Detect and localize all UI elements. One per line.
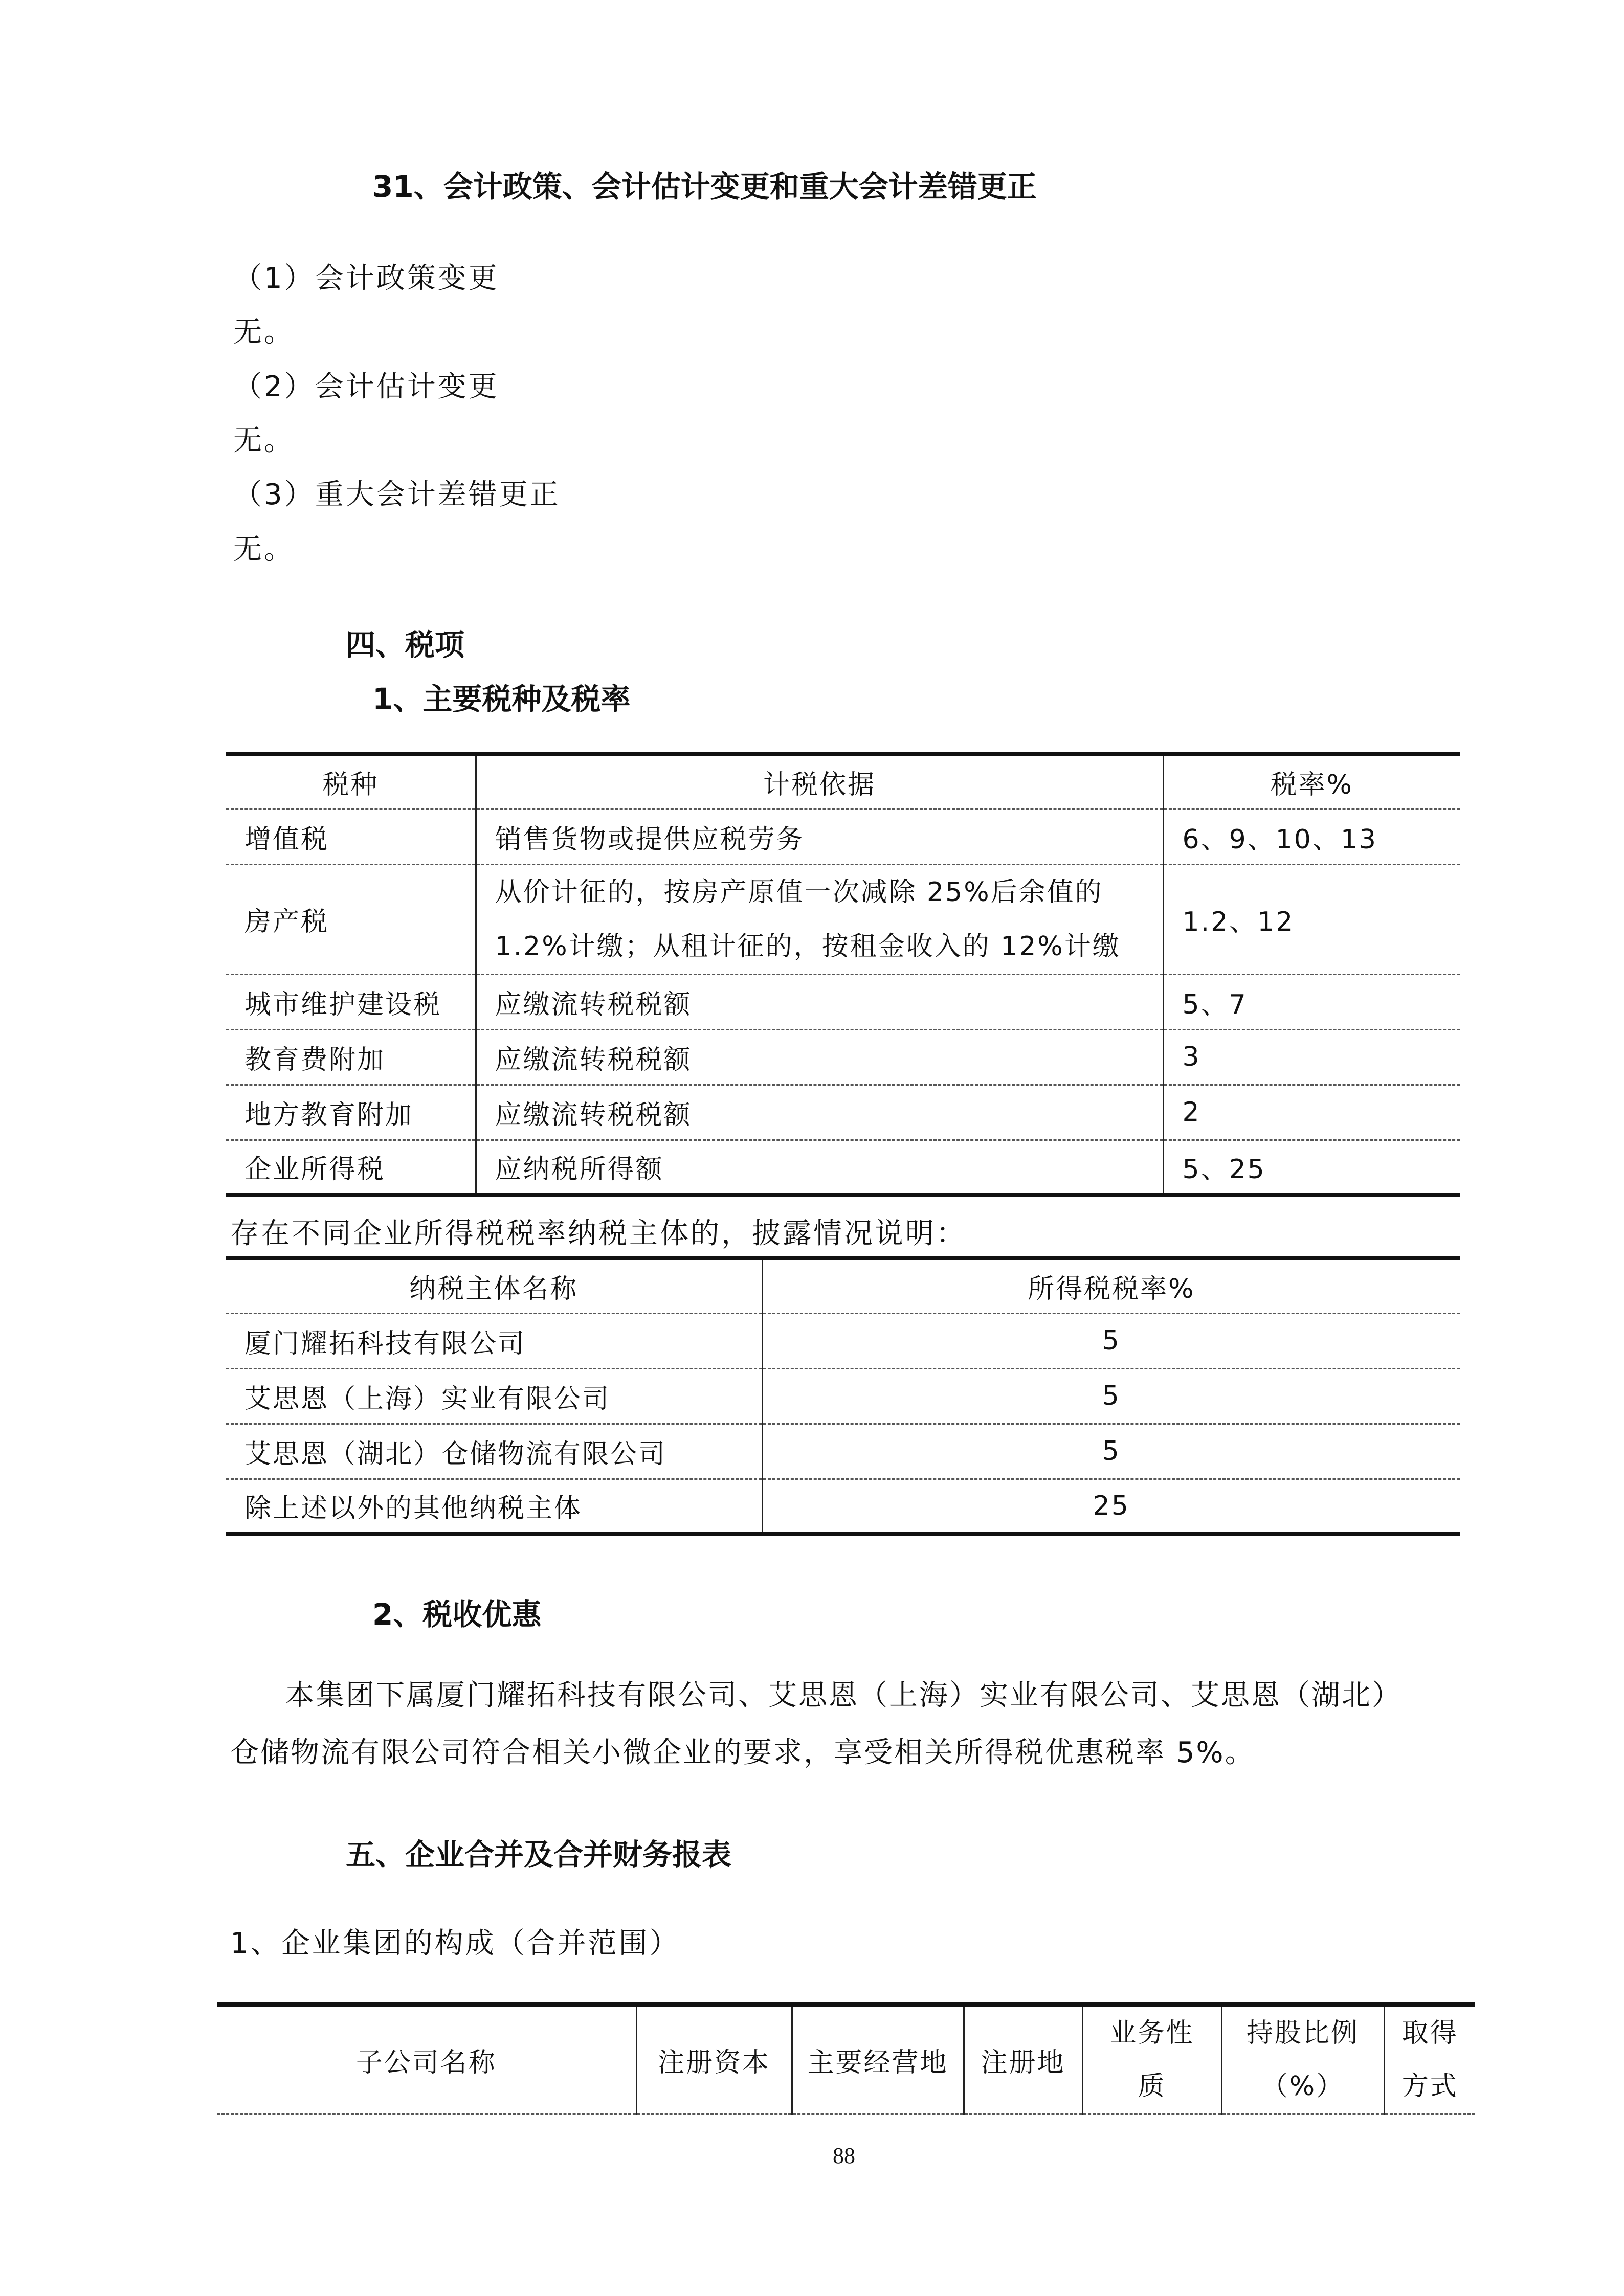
- item-2-label: （2）会计估计变更: [233, 370, 499, 403]
- table-row: [226, 809, 1460, 864]
- tax-header-rate: 税率%: [1163, 754, 1460, 809]
- tax-basis: 应缴流转税税额: [476, 1029, 1163, 1085]
- header-line: 质: [1138, 2071, 1166, 2102]
- table-row: [226, 1140, 1460, 1195]
- tax-rate: 5、25: [1163, 1140, 1460, 1195]
- entity-name: 艾思恩（湖北）仓储物流有限公司: [226, 1424, 762, 1479]
- sub-header-method: [1384, 2005, 1475, 2114]
- tax-basis: 销售货物或提供应税劳务: [476, 809, 1163, 864]
- entity-name: 厦门耀拓科技有限公司: [226, 1313, 762, 1368]
- sub-header-ratio: [1221, 2005, 1384, 2114]
- table-row: [226, 1424, 1460, 1479]
- entity-header-rate: 所得税税率%: [762, 1258, 1460, 1313]
- consolidation-title: 五、企业合并及合并财务报表: [346, 1837, 732, 1872]
- header-line: 持股比例: [1246, 2018, 1359, 2049]
- item-3-label: （3）重大会计差错更正: [233, 478, 561, 511]
- item-2-body: 无。: [233, 424, 295, 457]
- table-row: [226, 1313, 1460, 1368]
- tax-type: 房产税: [226, 864, 476, 974]
- entity-rate: 5: [762, 1368, 1460, 1424]
- entity-header-name: 纳税主体名称: [226, 1258, 762, 1313]
- tax-rate-table: [226, 752, 1460, 1197]
- page-number: 88: [833, 2143, 855, 2168]
- entity-rate: 25: [762, 1479, 1460, 1534]
- entity-name: 艾思恩（上海）实业有限公司: [226, 1368, 762, 1424]
- header-line: 业务性: [1109, 2018, 1194, 2049]
- tax-rate: 6、9、10、13: [1163, 809, 1460, 864]
- tax-rate: 2: [1163, 1085, 1460, 1140]
- tax-type: 教育费附加: [226, 1029, 476, 1085]
- consolidation-sub1-title: 1、企业集团的构成（合并范围）: [230, 1927, 680, 1960]
- tax-rate: 1.2、12: [1163, 864, 1460, 974]
- sub-header-reg-place: 注册地: [964, 2005, 1082, 2114]
- tax-header-basis: 计税依据: [476, 754, 1163, 809]
- tax-basis-line: 1.2%计缴；从租计征的，按租金收入的 12%计缴: [495, 931, 1121, 962]
- header-line: 取得: [1401, 2018, 1458, 2049]
- tax-sub2-body-line: 本集团下属厦门耀拓科技有限公司、艾思恩（上海）实业有限公司、艾思恩（湖北）: [285, 1679, 1402, 1712]
- disclosure-note: 存在不同企业所得税税率纳税主体的，披露情况说明：: [230, 1217, 967, 1250]
- sub-header-capital: 注册资本: [636, 2005, 792, 2114]
- tax-basis: 应纳税所得额: [476, 1140, 1163, 1195]
- entity-rate: 5: [762, 1424, 1460, 1479]
- table-row: [226, 1479, 1460, 1534]
- sub-header-main-place: 主要经营地: [792, 2005, 964, 2114]
- tax-type: 地方教育附加: [226, 1085, 476, 1140]
- header-line: 方式: [1401, 2071, 1458, 2102]
- item-3-body: 无。: [233, 533, 295, 566]
- tax-basis: [476, 864, 1163, 974]
- header-line: （%）: [1261, 2071, 1345, 2102]
- tax-rate: 3: [1163, 1029, 1460, 1085]
- tax-sub2-body-line: 仓储物流有限公司符合相关小微企业的要求，享受相关所得税优惠税率 5%。: [230, 1736, 1255, 1769]
- subsidiary-table: [217, 2002, 1475, 2115]
- tax-basis: 应缴流转税税额: [476, 1085, 1163, 1140]
- tax-sub2-title: 2、税收优惠: [372, 1597, 542, 1632]
- table-row: [226, 1368, 1460, 1424]
- table-row: [226, 864, 1460, 974]
- tax-basis-line: 从价计征的，按房产原值一次减除 25%后余值的: [495, 876, 1103, 908]
- item-1-label: （1）会计政策变更: [233, 262, 499, 295]
- section-31-title: 31、会计政策、会计估计变更和重大会计差错更正: [372, 169, 1037, 204]
- tax-type: 增值税: [226, 809, 476, 864]
- tax-basis: 应缴流转税税额: [476, 974, 1163, 1029]
- tax-rate: 5、7: [1163, 974, 1460, 1029]
- entity-rate: 5: [762, 1313, 1460, 1368]
- tax-sub1-title: 1、主要税种及税率: [372, 682, 631, 716]
- sub-header-name: 子公司名称: [217, 2005, 636, 2114]
- tax-type: 城市维护建设税: [226, 974, 476, 1029]
- item-1-body: 无。: [233, 316, 295, 349]
- entity-rate-table: [226, 1256, 1460, 1536]
- entity-name: 除上述以外的其他纳税主体: [244, 1493, 583, 1524]
- tax-section-title: 四、税项: [346, 627, 465, 662]
- table-row: [226, 1029, 1460, 1085]
- table-row: [226, 974, 1460, 1029]
- tax-type: 企业所得税: [244, 1154, 386, 1185]
- table-row: [226, 1085, 1460, 1140]
- tax-header-type: 税种: [226, 754, 476, 809]
- sub-header-nature: [1082, 2005, 1221, 2114]
